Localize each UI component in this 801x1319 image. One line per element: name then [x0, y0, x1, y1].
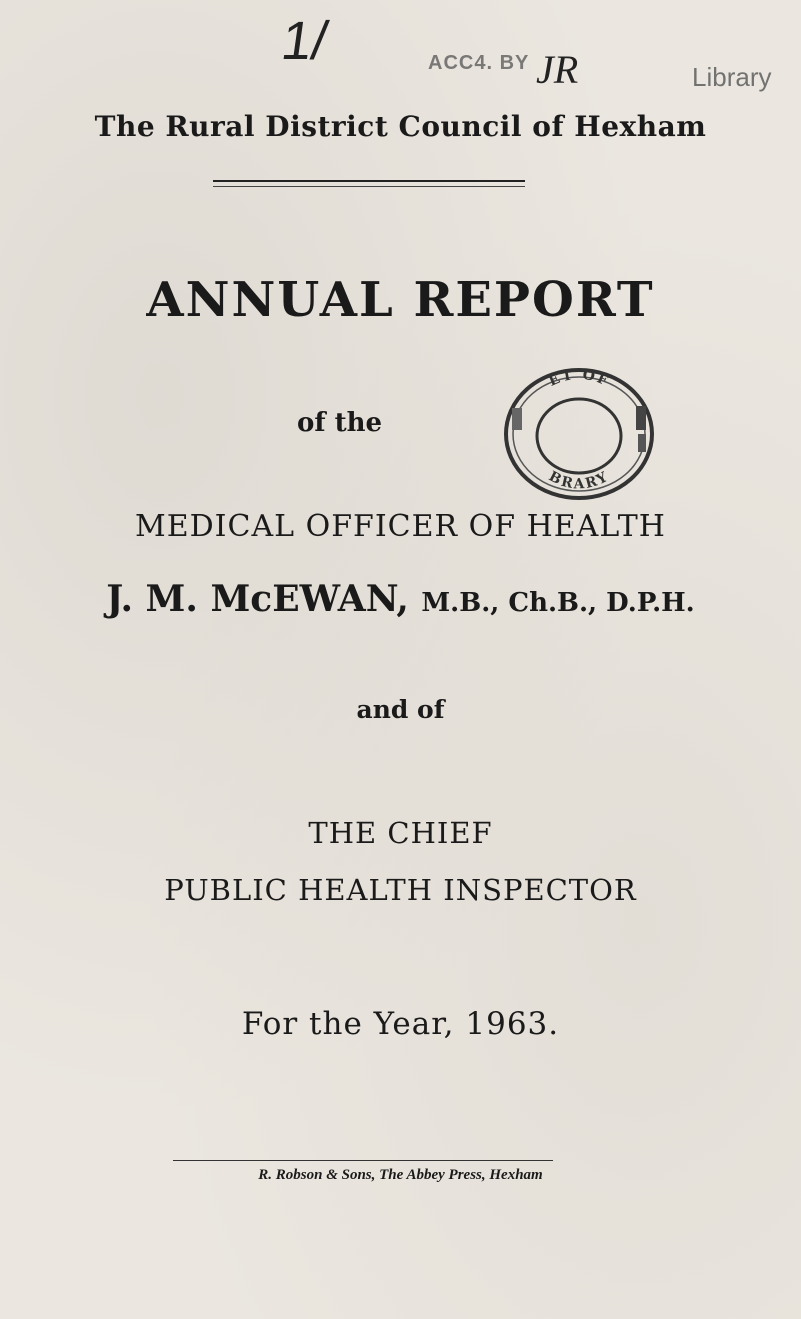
officer-title: MEDICAL OFFICER OF HEALTH — [135, 509, 666, 544]
of-the-text: of the — [297, 408, 383, 438]
report-year: For the Year, 1963. — [241, 1006, 560, 1042]
inspector-line-1: THE CHIEF — [308, 816, 493, 850]
svg-text:ET OF — [546, 367, 611, 390]
handwritten-fraction: 1/ — [277, 11, 332, 71]
report-title: ANNUAL REPORT — [146, 272, 655, 328]
printer-imprint: R. Robson & Sons, The Abbey Press, Hexham — [258, 1167, 543, 1183]
seal-top-text: ET OF — [546, 366, 612, 390]
seal-bottom-text: BRARY — [546, 468, 612, 493]
printer-rule — [173, 1160, 553, 1161]
library-seal-icon — [496, 362, 662, 506]
officer-line — [0, 578, 801, 620]
and-of-text: and of — [356, 695, 445, 724]
accession-stamp: ACC4. BY — [428, 52, 530, 74]
handwritten-initials: JR — [536, 47, 579, 92]
double-rule — [213, 180, 525, 187]
library-stamp: Library — [692, 62, 772, 92]
council-name: The Rural District Council of Hexham — [94, 110, 707, 143]
inspector-line-2: PUBLIC HEALTH INSPECTOR — [164, 873, 637, 907]
officer-qualifications: M.B., Ch.B., D.P.H. — [421, 588, 695, 618]
officer-name: J. M. McEWAN, — [106, 578, 409, 620]
